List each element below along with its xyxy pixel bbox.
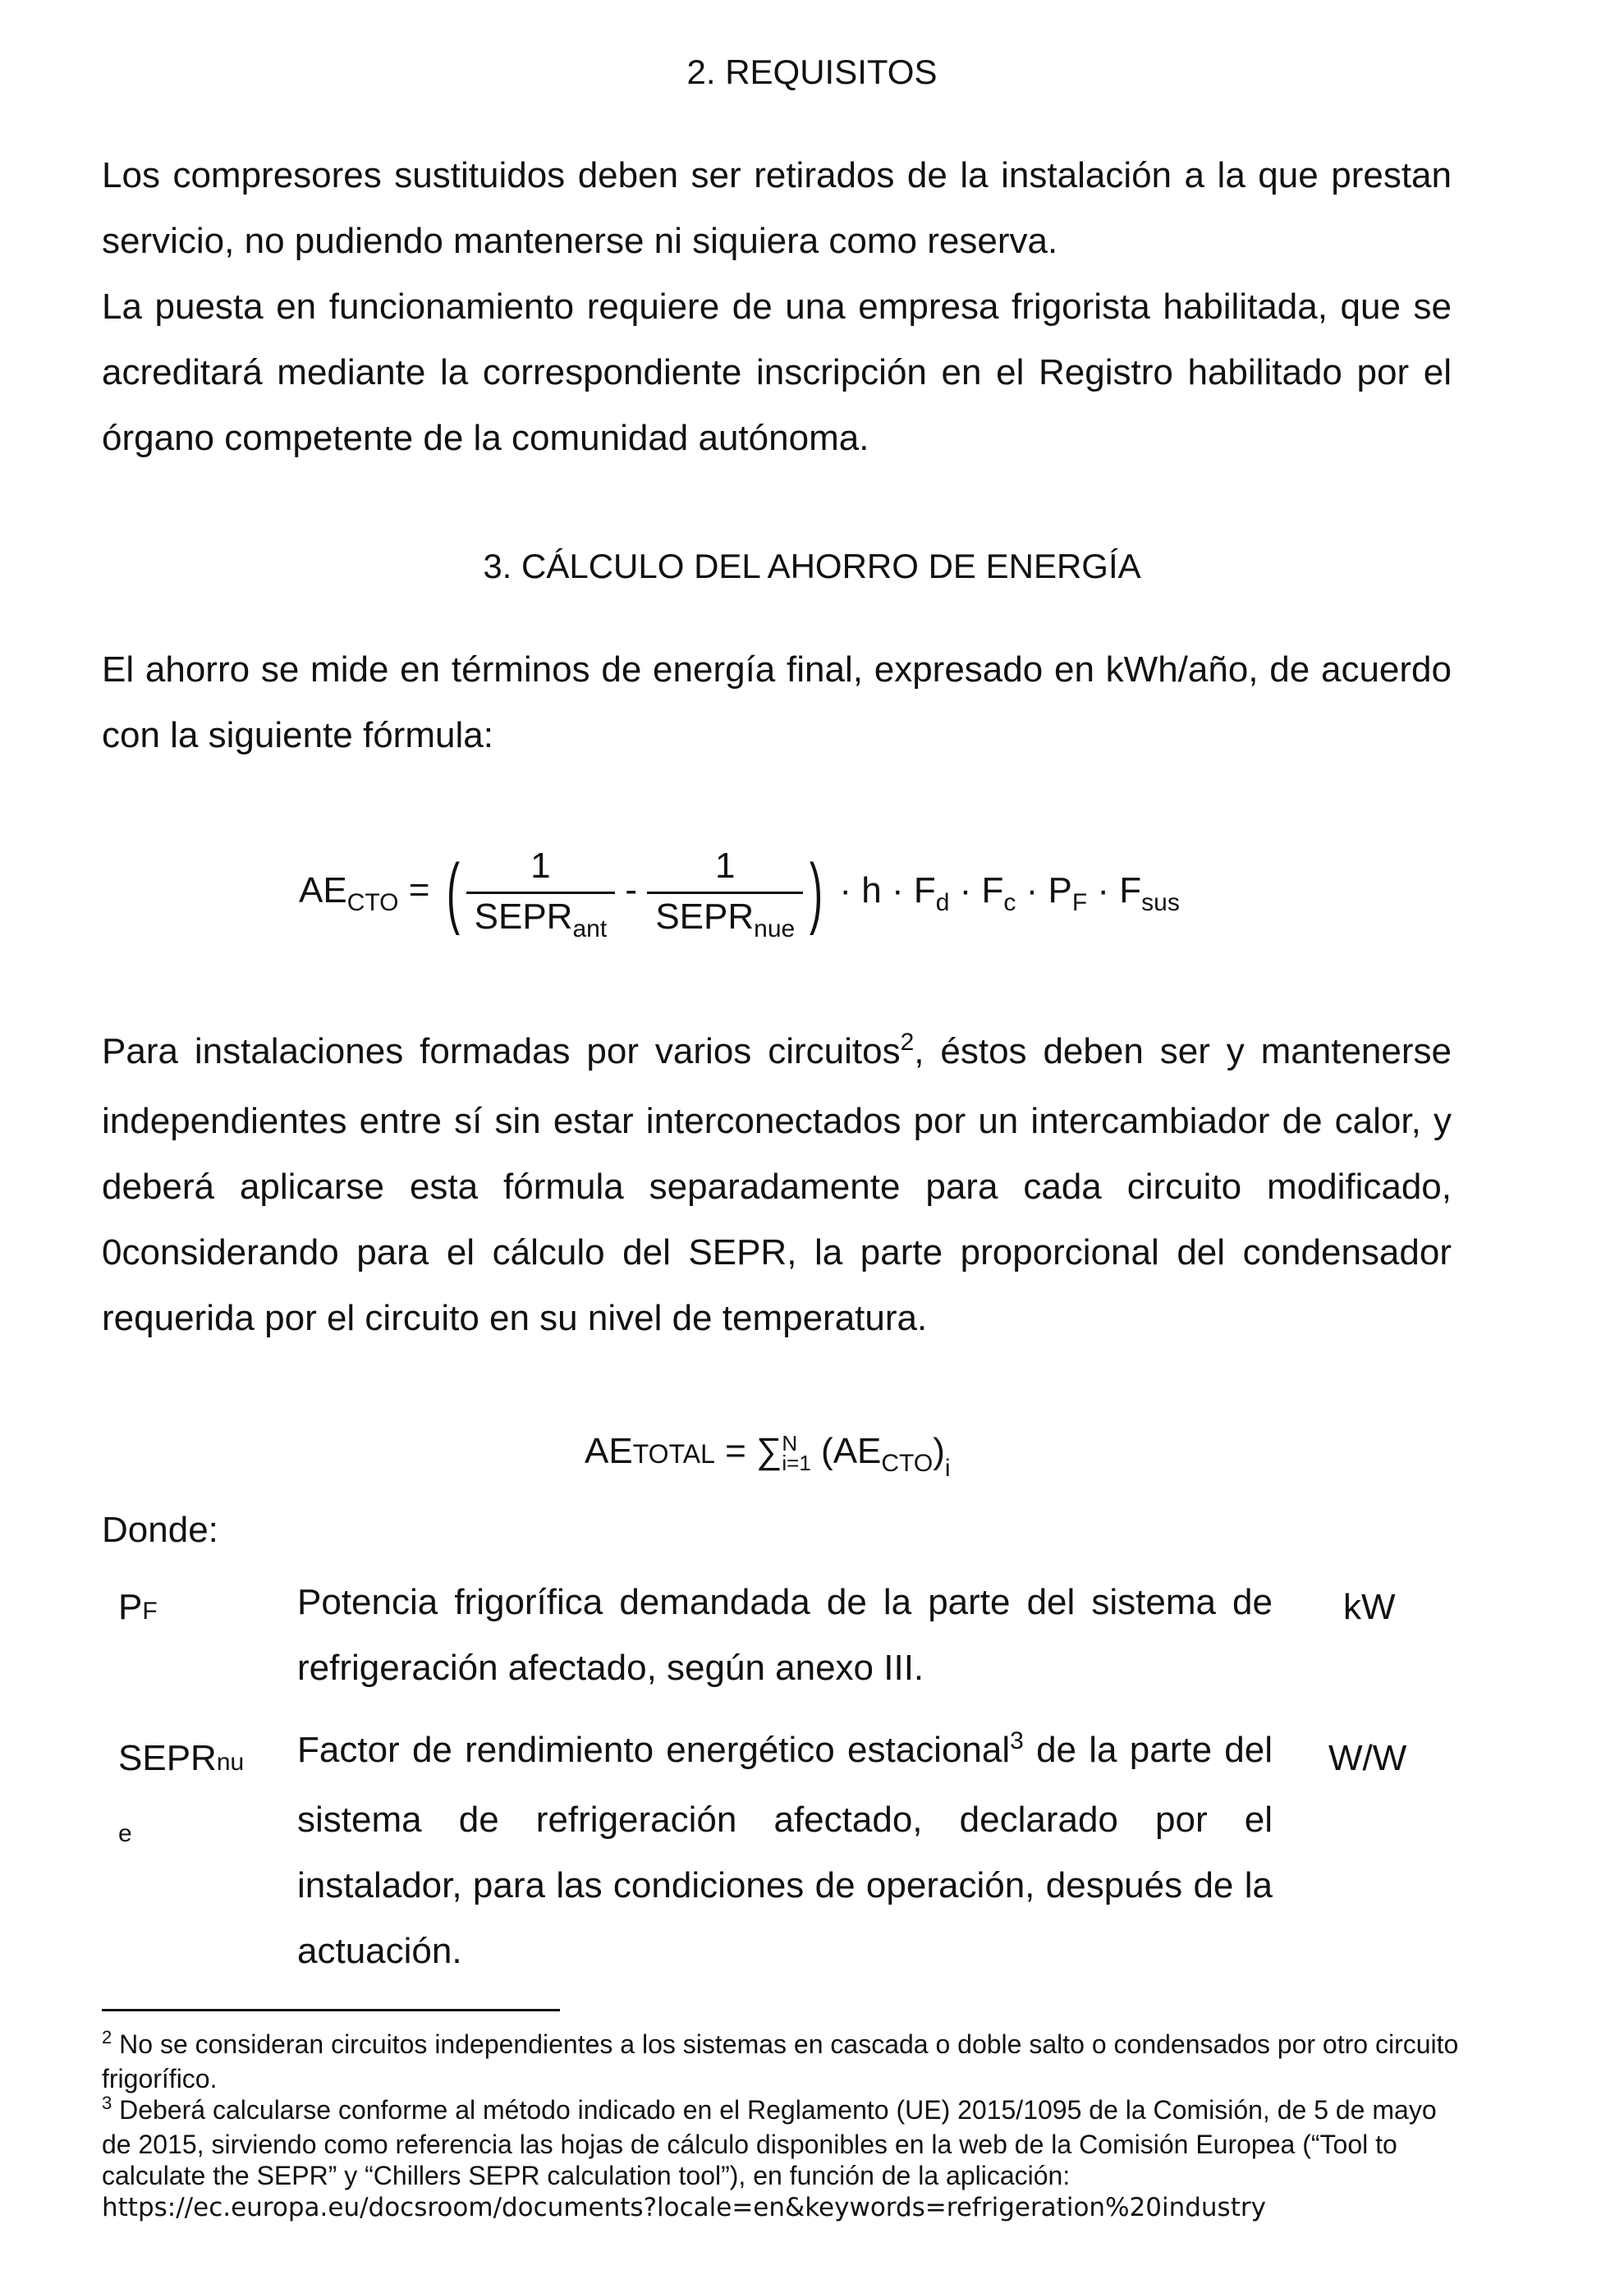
footnote-2: $^2$ No se consideran circuitos independientes a los sistemas en cascada o doble salto o condensados por otro circuito frigorífico. [102, 2027, 1459, 2093]
donde-label: Donde: [102, 1510, 218, 1550]
section-3-intro: El ahorro se mide en términos de energía final, expresado en kWh/año, de acuerdo con la siguiente fórmula: [102, 649, 1452, 755]
definition-text-sepr-nue: Factor de rendimiento energético estacional$^3$ de la parte del sistema de refrigeración afectado, declarado por el instalador, para las condiciones de operación, después de la actuación. [297, 1727, 1273, 1971]
footnote-separator [102, 2009, 560, 2011]
section-2-paragraph-1: Los compresores sustituidos deben ser retirados de la instalación a la que prestan servicio, no pudiendo mantenerse ni siquiera como reserva. [102, 155, 1452, 261]
section-2-body [102, 143, 1452, 471]
fraction-sepr-ant: $\frac{1}{SEPR_{ant}}$ [466, 841, 616, 944]
footnote-ref-3: 3 [1010, 1727, 1024, 1754]
formula-lhs: $AE_{CTO}$ [299, 869, 399, 916]
left-paren: ( [446, 848, 460, 936]
footnote-3-url[interactable]: https://ec.europa.eu/docsroom/documents?locale=en&keywords=refrigeration%20industry [102, 2193, 1266, 2222]
section-3-heading: 3. CÁLCULO DEL AHORRO DE ENERGÍA [483, 547, 1141, 585]
formula-minus: - [625, 869, 638, 910]
section-2-paragraph-2: La puesta en funcionamiento requiere de una empresa frigorista habilitada, que se acreditará mediante la correspondiente inscripción en el Registro habilitado por el órgano competente de la comunidad autónoma. [102, 287, 1452, 458]
definition-symbol-pf: PF [118, 1587, 158, 1627]
definition-text-pf: Potencia frigorífica demandada de la parte del sistema de refrigeración afectado, según anexo III. [297, 1582, 1273, 1688]
formula-equals: = [408, 869, 430, 910]
section-3-circuits-paragraph: Para instalaciones formadas por varios circuitos$^2$, éstos deben ser y mantenerse independientes entre sí sin estar interconectados por un intercambiador de calor, y deberá aplicarse esta fórmula separadamente para cada circuito modificado, 0considerando para el cálculo del SEPR, la parte proporcional del condensador requerida por el circuito en su nivel de temperatura. [102, 1029, 1452, 1338]
section-2-heading: 2. REQUISITOS [686, 53, 938, 91]
definition-symbol-sepr-nue-wrap: e [118, 1820, 132, 1847]
footnote-3: $^3$ Deberá calcularse conforme al método indicado en el Reglamento (UE) 2015/1095 de la Comisión, de 5 de mayo de 2015, sirviendo como referencia las hojas de cálculo disponibles en la web de la Comisión Europea (“Tool to calculate the SEPR” y “Chillers SEPR calculation tool”), en función de la aplicación: https://ec.europa.eu/docsroom/documents?locale=en&keywords=refrigeration%20industry [102, 2093, 1437, 2222]
footnote-ref-2: 2 [900, 1029, 915, 1056]
footnotes [102, 2029, 1465, 2223]
definition-unit-pf: kW [1343, 1587, 1396, 1627]
energy-savings-formula [299, 841, 1180, 944]
right-paren: ) [810, 848, 823, 936]
total-savings-formula: AETOTAL = ∑ N i=1 $(AE_{CTO})_i$ [585, 1431, 951, 1482]
definition-symbol-sepr-nue: SEPRnu [118, 1738, 245, 1778]
definition-unit-sepr-nue: W/W [1328, 1738, 1407, 1778]
fraction-sepr-nue: $\frac{1}{SEPR_{nue}}$ [647, 841, 803, 944]
formula-factors: · $h \cdot F_d \cdot F_c \cdot P_F \cdot F_{sus}$ [839, 869, 1180, 916]
